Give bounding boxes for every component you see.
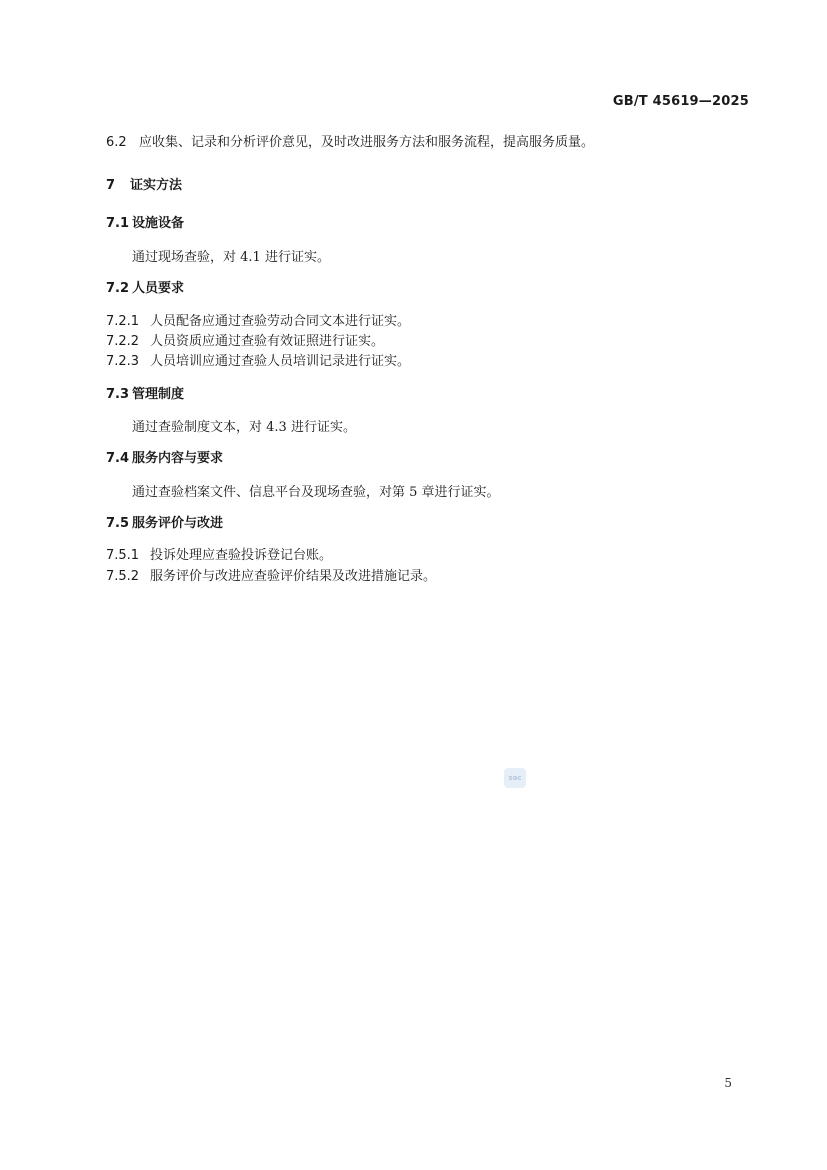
section-7-3-body: 通过查验制度文本，对 4.3 进行证实。 [132, 420, 356, 435]
sac-watermark-logo: sac [504, 768, 526, 788]
chapter-title: 证实方法 [130, 178, 183, 193]
clause-text: 人员配备应通过查验劳动合同文本进行证实。 [150, 314, 411, 329]
clause-number: 7.5.1 [106, 548, 140, 563]
section-title: 设施设备 [132, 216, 185, 231]
clause-number: 7.2.2 [106, 334, 140, 349]
clause-text: 应收集、记录和分析评价意见，及时改进服务方法和服务流程，提高服务质量。 [139, 135, 595, 150]
clause-7-2-3 [106, 350, 410, 369]
chapter-number: 7 [106, 178, 116, 193]
section-7-1-heading [106, 212, 184, 231]
section-number: 7.2 [106, 281, 130, 296]
section-number: 7.1 [106, 216, 130, 231]
chapter-7-heading [106, 174, 182, 193]
section-number: 7.4 [106, 451, 130, 466]
clause-text: 投诉处理应查验投诉登记台账。 [150, 548, 333, 563]
section-7-4-heading [106, 447, 223, 466]
clause-7-2-1 [106, 310, 410, 329]
section-title: 管理制度 [132, 387, 185, 402]
section-7-3-heading [106, 383, 184, 402]
section-number: 7.3 [106, 387, 130, 402]
clause-7-2-2 [106, 330, 384, 349]
section-title: 服务评价与改进 [132, 516, 224, 531]
clause-7-5-1 [106, 544, 332, 563]
clause-6-2 [106, 131, 594, 150]
section-number: 7.5 [106, 516, 130, 531]
section-7-2-heading [106, 277, 184, 296]
clause-number: 6.2 [106, 135, 127, 150]
clause-number: 7.2.1 [106, 314, 140, 329]
section-title: 服务内容与要求 [132, 451, 224, 466]
section-7-1-body: 通过现场查验，对 4.1 进行证实。 [132, 250, 330, 265]
clause-number: 7.5.2 [106, 569, 140, 584]
section-7-5-heading [106, 512, 223, 531]
section-title: 人员要求 [132, 281, 185, 296]
standard-code-header: GB/T 45619—2025 [612, 94, 749, 109]
clause-text: 人员资质应通过查验有效证照进行证实。 [150, 334, 385, 349]
page-number: 5 [724, 1076, 732, 1090]
clause-7-5-2 [106, 565, 436, 584]
clause-number: 7.2.3 [106, 354, 140, 369]
clause-text: 服务评价与改进应查验评价结果及改进措施记录。 [150, 569, 437, 584]
section-7-4-body: 通过查验档案文件、信息平台及现场查验，对第 5 章进行证实。 [132, 485, 500, 500]
clause-text: 人员培训应通过查验人员培训记录进行证实。 [150, 354, 411, 369]
